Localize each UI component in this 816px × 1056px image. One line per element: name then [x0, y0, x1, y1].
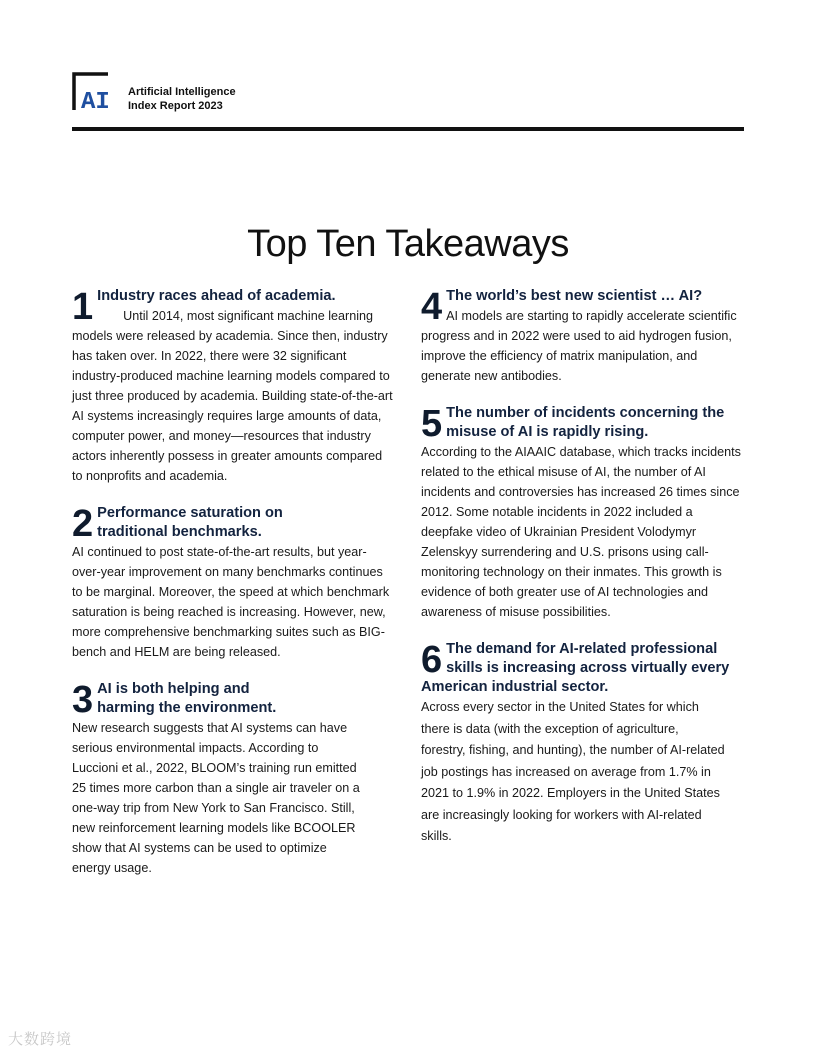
header-divider [72, 127, 744, 131]
takeaway-number: 5 [421, 403, 443, 445]
takeaway-number: 4 [421, 286, 443, 328]
takeaway-body: New research suggests that AI systems can have serious environmental impacts. According to Luccioni et al., 2022, BLOOM’s training run emitted 25 times more carbon than a single air traveler on a one-way trip from New York to San Francisco. Still, new reinforcement learning models like BCOOLER show that AI systems can be used to optimize energy usage. [72, 721, 360, 875]
takeaway-heading: Industry races ahead of academia. [97, 288, 336, 304]
ai-index-logo [72, 72, 122, 112]
takeaway-2 [72, 504, 394, 662]
report-title-line2: Index Report 2023 [128, 100, 223, 112]
takeaway-1 [72, 287, 394, 486]
page-title: Top Ten Takeaways [247, 223, 569, 266]
takeaway-heading: The demand for AI-related professional skills is increasing across virtually every American industrial sector. [421, 641, 730, 695]
report-header [72, 72, 744, 132]
takeaway-body: Until 2014, most significant machine learning models were released by academia. Since then, industry has taken over. In 2022, there were 32 significant industry-produced machine learning models compared to just three produced by academia. Building state-of-the-art AI systems increasingly requires large amounts of data, computer power, and money—resources that industry actors inherently possess in greater amounts compared to nonprofits and academia. [72, 309, 393, 483]
takeaway-3 [72, 680, 394, 878]
svg-text:AI: AI [81, 89, 110, 112]
left-column [72, 287, 394, 892]
takeaway-heading: AI is both helping and harming the environment. [97, 681, 277, 716]
takeaway-body: According to the AIAAIC database, which tracks incidents related to the ethical misuse of AI, the number of AI incidents and controversies has increased 26 times since 2012. Some notable incidents in 2022 included a deepfake video of Ukrainian President Volodymyr Zelenskyy surrendering and U.S. prisons using call-monitoring technology on their inmates. This growth is evidence of both greater use of AI technologies and awareness of misuse possibilities. [421, 445, 741, 619]
takeaway-number: 3 [72, 679, 94, 721]
takeaway-number: 2 [72, 503, 94, 545]
takeaway-5 [421, 404, 743, 622]
takeaway-number: 1 [72, 286, 94, 328]
watermark: 大数跨境 [8, 1031, 73, 1048]
takeaway-heading: The world’s best new scientist … AI? [446, 288, 703, 304]
takeaway-heading: Performance saturation on traditional benchmarks. [97, 505, 283, 540]
takeaway-body: AI continued to post state-of-the-art results, but year-over-year improvement on many benchmarks continues to be marginal. Moreover, the speed at which benchmark saturation is being reached is increasing. However, new, more comprehensive benchmarking suites such as BIG-bench and HELM are being released. [72, 545, 390, 659]
takeaway-6 [421, 640, 743, 848]
takeaway-body: Across every sector in the United States for which there is data (with the exception of agriculture, forestry, fishing, and hunting), the number of AI-related job postings has increased on average from 1.7% in 2021 to 1.9% in 2022. Employers in the United States are increasingly looking for workers with AI-related skills. [421, 700, 725, 843]
takeaway-4 [421, 287, 743, 386]
takeaway-number: 6 [421, 639, 443, 681]
right-column [421, 287, 743, 862]
takeaway-heading: The number of incidents concerning the misuse of AI is rapidly rising. [446, 405, 725, 440]
takeaway-body: AI models are starting to rapidly accelerate scientific progress and in 2022 were used to aid hydrogen fusion, improve the efficiency of matrix manipulation, and generate new antibodies. [421, 309, 737, 383]
report-title-line1: Artificial Intelligence [128, 86, 236, 98]
report-title [128, 85, 236, 113]
